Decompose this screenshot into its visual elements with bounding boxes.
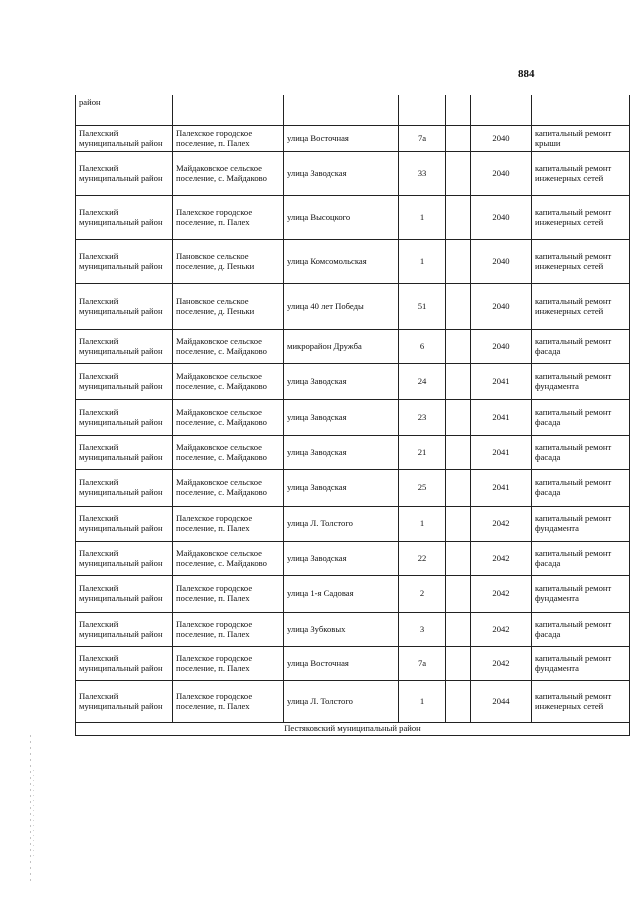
district-cell: Палехский муниципальный район	[76, 436, 173, 470]
district-cell: Палехский муниципальный район	[76, 364, 173, 400]
district-cell: Палехский муниципальный район	[76, 152, 173, 196]
street-cell: улица Восточная	[284, 647, 399, 681]
year-cell: 2041	[471, 364, 532, 400]
street-cell: улица Л. Толстого	[284, 681, 399, 723]
street-cell: улица Заводская	[284, 400, 399, 436]
scan-artifact	[30, 735, 31, 885]
street-cell: улица Заводская	[284, 436, 399, 470]
house-cell: 1	[399, 681, 446, 723]
district-cell: Палехский муниципальный район	[76, 542, 173, 576]
table-row	[76, 330, 630, 364]
table-row	[76, 364, 630, 400]
empty-cell	[446, 364, 471, 400]
work-cell: капитальный ремонт фундамента	[532, 364, 630, 400]
district-cell: Палехский муниципальный район	[76, 647, 173, 681]
work-cell: капитальный ремонт фасада	[532, 436, 630, 470]
empty-cell	[446, 576, 471, 613]
street-cell: улица Л. Толстого	[284, 507, 399, 542]
settlement-cell: Палехское городское поселение, п. Палех	[173, 576, 284, 613]
settlement-cell: Палехское городское поселение, п. Палех	[173, 196, 284, 240]
table-row	[76, 470, 630, 507]
house-cell: 7а	[399, 647, 446, 681]
settlement-cell: Палехское городское поселение, п. Палех	[173, 613, 284, 647]
year-cell: 2040	[471, 152, 532, 196]
settlement-cell: Майдаковское сельское поселение, с. Майдаково	[173, 470, 284, 507]
year-cell: 2042	[471, 647, 532, 681]
year-cell: 2042	[471, 542, 532, 576]
year-cell: 2044	[471, 681, 532, 723]
year-cell: 2041	[471, 400, 532, 436]
district-cell: Палехский муниципальный район	[76, 613, 173, 647]
house-cell: 24	[399, 364, 446, 400]
district-cell: район	[76, 95, 173, 126]
table-row	[76, 284, 630, 330]
empty-cell	[446, 613, 471, 647]
year-cell	[471, 95, 532, 126]
empty-cell	[446, 400, 471, 436]
settlement-cell: Майдаковское сельское поселение, с. Майдаково	[173, 152, 284, 196]
work-cell: капитальный ремонт фасада	[532, 470, 630, 507]
table-row	[76, 647, 630, 681]
settlement-cell: Пановское сельское поселение, д. Пеньки	[173, 240, 284, 284]
settlement-cell: Пановское сельское поселение, д. Пеньки	[173, 284, 284, 330]
district-cell: Палехский муниципальный район	[76, 507, 173, 542]
table-row	[76, 436, 630, 470]
settlement-cell: Майдаковское сельское поселение, с. Майдаково	[173, 364, 284, 400]
district-cell: Палехский муниципальный район	[76, 681, 173, 723]
empty-cell	[446, 196, 471, 240]
house-cell: 1	[399, 507, 446, 542]
settlement-cell: Палехское городское поселение, п. Палех	[173, 507, 284, 542]
year-cell: 2040	[471, 126, 532, 152]
street-cell: улица 40 лет Победы	[284, 284, 399, 330]
year-cell: 2042	[471, 613, 532, 647]
table-row	[76, 196, 630, 240]
table-row	[76, 152, 630, 196]
continuation-row	[76, 95, 630, 126]
street-cell: улица Комсомольская	[284, 240, 399, 284]
work-cell: капитальный ремонт фундамента	[532, 647, 630, 681]
table-row	[76, 542, 630, 576]
house-cell: 22	[399, 542, 446, 576]
work-cell: капитальный ремонт инженерных сетей	[532, 196, 630, 240]
work-cell	[532, 95, 630, 126]
settlement-cell: Майдаковское сельское поселение, с. Майдаково	[173, 330, 284, 364]
table-row	[76, 400, 630, 436]
empty-cell	[446, 681, 471, 723]
year-cell: 2042	[471, 576, 532, 613]
house-cell: 23	[399, 400, 446, 436]
house-cell: 2	[399, 576, 446, 613]
work-cell: капитальный ремонт инженерных сетей	[532, 681, 630, 723]
empty-cell	[446, 152, 471, 196]
empty-cell	[446, 126, 471, 152]
section-title: Пестяковский муниципальный район	[76, 723, 630, 736]
empty-cell	[446, 470, 471, 507]
year-cell: 2042	[471, 507, 532, 542]
work-cell: капитальный ремонт фундамента	[532, 576, 630, 613]
settlement-cell: Майдаковское сельское поселение, с. Майдаково	[173, 542, 284, 576]
settlement-cell	[173, 95, 284, 126]
street-cell	[284, 95, 399, 126]
district-cell: Палехский муниципальный район	[76, 470, 173, 507]
district-cell: Палехский муниципальный район	[76, 330, 173, 364]
street-cell: улица Восточная	[284, 126, 399, 152]
house-cell: 1	[399, 240, 446, 284]
settlement-cell: Майдаковское сельское поселение, с. Майдаково	[173, 436, 284, 470]
house-cell: 1	[399, 196, 446, 240]
street-cell: микрорайон Дружба	[284, 330, 399, 364]
district-cell: Палехский муниципальный район	[76, 240, 173, 284]
table-row	[76, 681, 630, 723]
empty-cell	[446, 507, 471, 542]
work-cell: капитальный ремонт фасада	[532, 400, 630, 436]
street-cell: улица 1-я Садовая	[284, 576, 399, 613]
scan-artifact	[33, 770, 34, 860]
work-cell: капитальный ремонт инженерных сетей	[532, 152, 630, 196]
district-cell: Палехский муниципальный район	[76, 284, 173, 330]
empty-cell	[446, 436, 471, 470]
table-row	[76, 240, 630, 284]
street-cell: улица Заводская	[284, 152, 399, 196]
settlement-cell: Палехское городское поселение, п. Палех	[173, 647, 284, 681]
year-cell: 2041	[471, 470, 532, 507]
work-cell: капитальный ремонт фундамента	[532, 507, 630, 542]
house-cell: 33	[399, 152, 446, 196]
empty-cell	[446, 330, 471, 364]
house-cell: 3	[399, 613, 446, 647]
house-cell: 25	[399, 470, 446, 507]
street-cell: улица Заводская	[284, 364, 399, 400]
house-cell: 21	[399, 436, 446, 470]
year-cell: 2040	[471, 240, 532, 284]
section-header-row	[76, 723, 630, 736]
settlement-cell: Палехское городское поселение, п. Палех	[173, 126, 284, 152]
house-cell	[399, 95, 446, 126]
settlement-cell: Палехское городское поселение, п. Палех	[173, 681, 284, 723]
work-cell: капитальный ремонт инженерных сетей	[532, 284, 630, 330]
district-cell: Палехский муниципальный район	[76, 196, 173, 240]
district-cell: Палехский муниципальный район	[76, 126, 173, 152]
empty-cell	[446, 542, 471, 576]
page-number: 884	[518, 68, 535, 80]
work-cell: капитальный ремонт фасада	[532, 613, 630, 647]
year-cell: 2040	[471, 330, 532, 364]
table-row	[76, 576, 630, 613]
street-cell: улица Высоцкого	[284, 196, 399, 240]
district-cell: Палехский муниципальный район	[76, 400, 173, 436]
empty-cell	[446, 95, 471, 126]
empty-cell	[446, 647, 471, 681]
street-cell: улица Зубковых	[284, 613, 399, 647]
empty-cell	[446, 284, 471, 330]
table-row	[76, 507, 630, 542]
house-cell: 51	[399, 284, 446, 330]
empty-cell	[446, 240, 471, 284]
settlement-cell: Майдаковское сельское поселение, с. Майдаково	[173, 400, 284, 436]
repair-schedule-table	[75, 95, 630, 736]
house-cell: 7а	[399, 126, 446, 152]
year-cell: 2040	[471, 196, 532, 240]
table-row	[76, 126, 630, 152]
table-row	[76, 613, 630, 647]
year-cell: 2041	[471, 436, 532, 470]
work-cell: капитальный ремонт фасада	[532, 330, 630, 364]
work-cell: капитальный ремонт крыши	[532, 126, 630, 152]
street-cell: улица Заводская	[284, 542, 399, 576]
district-cell: Палехский муниципальный район	[76, 576, 173, 613]
year-cell: 2040	[471, 284, 532, 330]
house-cell: 6	[399, 330, 446, 364]
street-cell: улица Заводская	[284, 470, 399, 507]
work-cell: капитальный ремонт инженерных сетей	[532, 240, 630, 284]
work-cell: капитальный ремонт фасада	[532, 542, 630, 576]
table-body	[76, 95, 630, 736]
